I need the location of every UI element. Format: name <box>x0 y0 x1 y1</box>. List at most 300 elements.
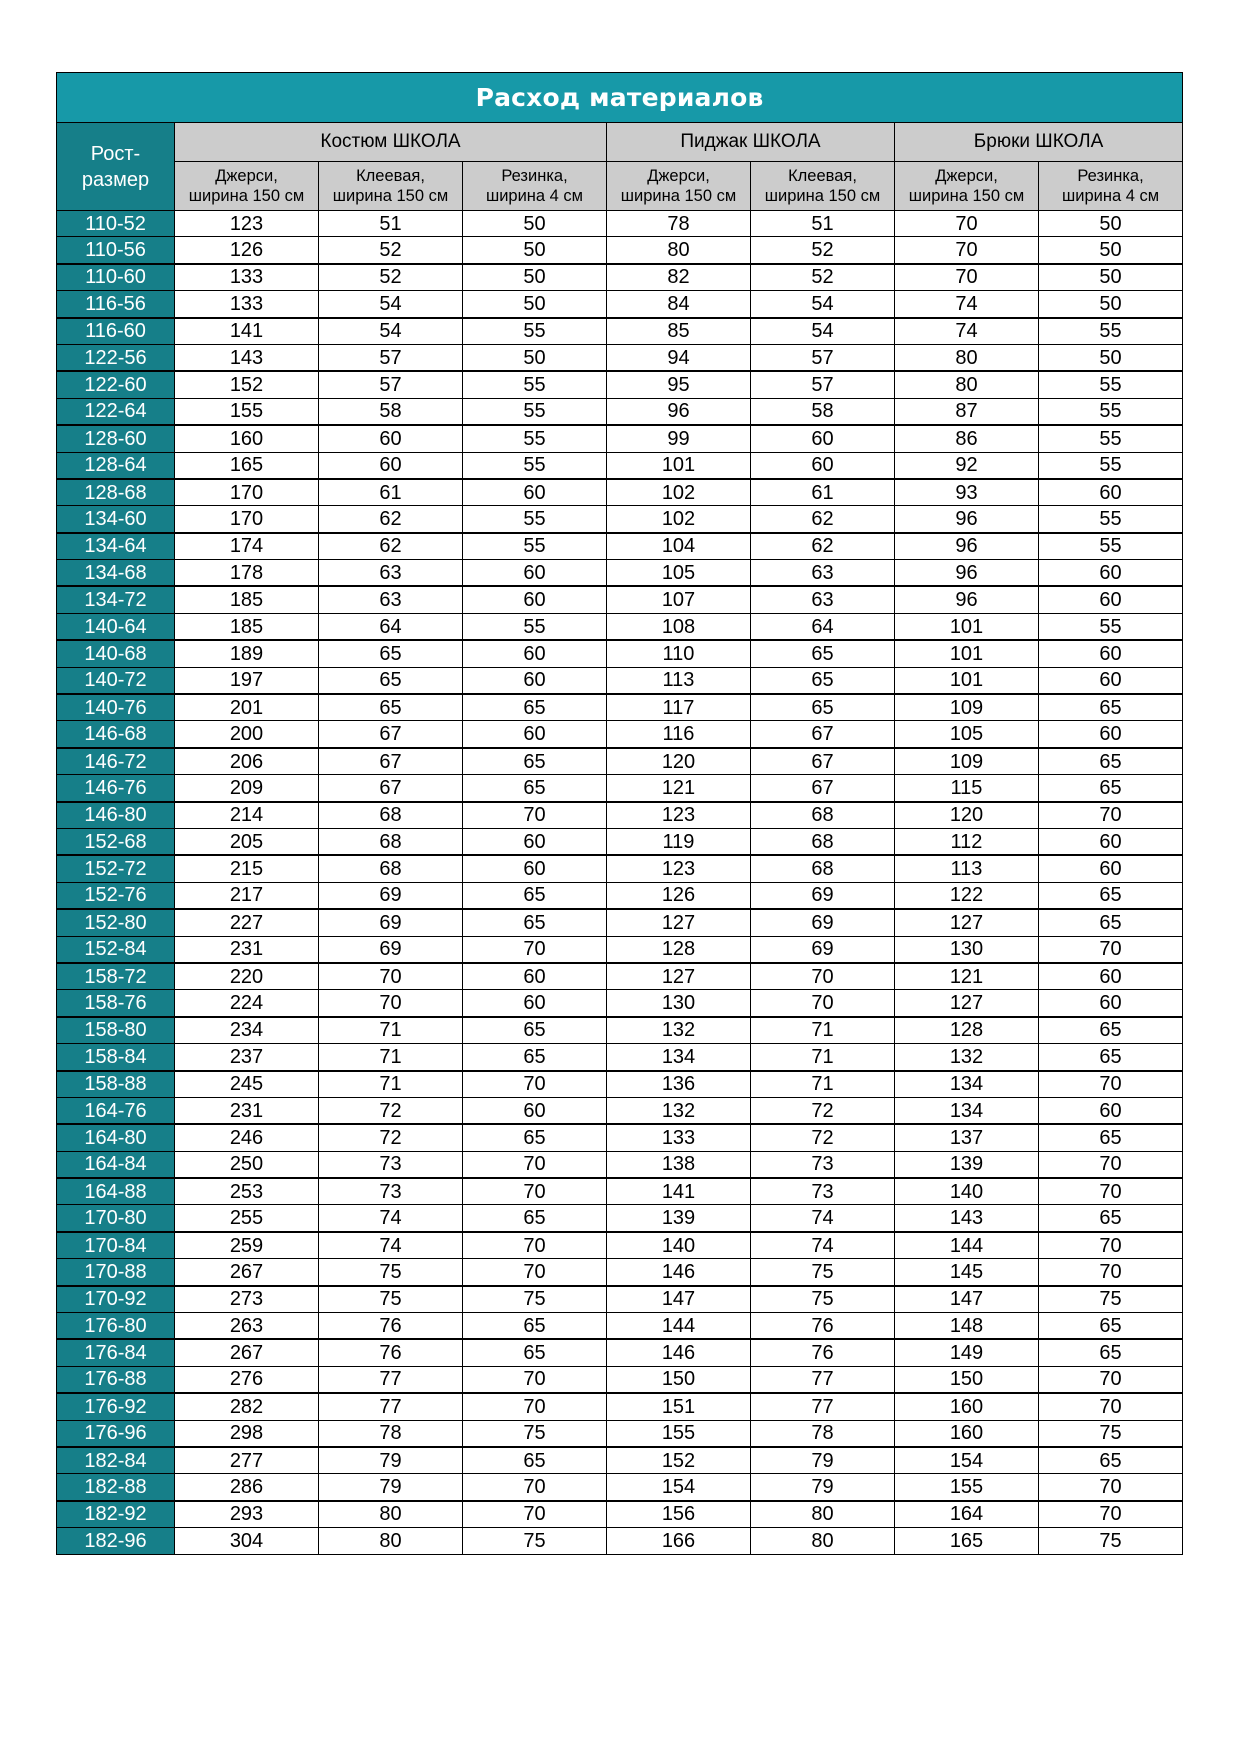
kostyum-elastic-cell: 50 <box>463 344 607 371</box>
bryuki-jersey-cell: 115 <box>895 775 1039 802</box>
kostyum-jersey-cell: 293 <box>175 1501 319 1528</box>
kostyum-elastic-cell: 70 <box>463 1366 607 1393</box>
bryuki-elastic-cell: 55 <box>1039 398 1183 425</box>
kostyum-interfacing-cell: 78 <box>319 1420 463 1447</box>
table-row <box>57 560 1183 587</box>
pidzhak-interfacing-cell: 68 <box>751 855 895 882</box>
bryuki-elastic-cell: 65 <box>1039 775 1183 802</box>
bryuki-elastic-cell: 60 <box>1039 1097 1183 1124</box>
kostyum-jersey-cell: 286 <box>175 1474 319 1501</box>
bryuki-jersey-cell: 139 <box>895 1151 1039 1178</box>
kostyum-interfacing-cell: 69 <box>319 882 463 909</box>
pidzhak-jersey-cell: 154 <box>607 1474 751 1501</box>
sub-header-line1: Джерси, <box>647 167 710 185</box>
table-row <box>57 990 1183 1017</box>
materials-sheet <box>56 72 1183 1555</box>
pidzhak-jersey-cell: 94 <box>607 344 751 371</box>
pidzhak-interfacing-cell: 67 <box>751 775 895 802</box>
bryuki-jersey-cell: 155 <box>895 1474 1039 1501</box>
size-cell: 146-72 <box>57 748 175 775</box>
pidzhak-interfacing-cell: 54 <box>751 291 895 318</box>
kostyum-elastic-cell: 70 <box>463 936 607 963</box>
pidzhak-interfacing-cell: 80 <box>751 1528 895 1554</box>
size-cell: 170-92 <box>57 1286 175 1313</box>
pidzhak-jersey-cell: 136 <box>607 1071 751 1098</box>
pidzhak-jersey-cell: 84 <box>607 291 751 318</box>
pidzhak-interfacing-cell: 72 <box>751 1124 895 1151</box>
title-row <box>57 73 1183 123</box>
bryuki-jersey-cell: 154 <box>895 1447 1039 1474</box>
bryuki-elastic-cell: 50 <box>1039 291 1183 318</box>
size-cell: 152-84 <box>57 936 175 963</box>
table-row <box>57 425 1183 452</box>
pidzhak-interfacing-cell: 73 <box>751 1151 895 1178</box>
table-row <box>57 1044 1183 1071</box>
kostyum-jersey-cell: 231 <box>175 1097 319 1124</box>
kostyum-elastic-cell: 65 <box>463 909 607 936</box>
table-row <box>57 1205 1183 1232</box>
bryuki-jersey-cell: 80 <box>895 344 1039 371</box>
pidzhak-jersey-cell: 99 <box>607 425 751 452</box>
table-title: Расход материалов <box>57 73 1183 123</box>
table-row <box>57 1501 1183 1528</box>
bryuki-jersey-cell: 148 <box>895 1313 1039 1340</box>
pidzhak-jersey-cell: 80 <box>607 237 751 264</box>
bryuki-jersey-cell: 80 <box>895 371 1039 398</box>
size-cell: 182-92 <box>57 1501 175 1528</box>
kostyum-interfacing-cell: 71 <box>319 1071 463 1098</box>
sub-header-line2: ширина 150 см <box>332 187 449 205</box>
bryuki-jersey-cell: 74 <box>895 318 1039 345</box>
pidzhak-interfacing-cell: 65 <box>751 640 895 667</box>
pidzhak-jersey-cell: 132 <box>607 1017 751 1044</box>
table-row <box>57 371 1183 398</box>
size-header-line2: размер <box>81 168 150 191</box>
kostyum-elastic-cell: 60 <box>463 640 607 667</box>
kostyum-jersey-cell: 277 <box>175 1447 319 1474</box>
bryuki-elastic-cell: 65 <box>1039 1339 1183 1366</box>
pidzhak-interfacing-cell: 67 <box>751 748 895 775</box>
sub-header-line2: ширина 150 см <box>764 187 881 205</box>
table-row <box>57 1313 1183 1340</box>
table-row <box>57 237 1183 264</box>
table-row <box>57 613 1183 640</box>
size-cell: 158-84 <box>57 1044 175 1071</box>
kostyum-jersey-cell: 133 <box>175 291 319 318</box>
kostyum-jersey-cell: 267 <box>175 1259 319 1286</box>
kostyum-jersey-cell: 227 <box>175 909 319 936</box>
bryuki-elastic-cell: 75 <box>1039 1420 1183 1447</box>
bryuki-jersey-cell: 96 <box>895 560 1039 587</box>
pidzhak-interfacing-cell: 72 <box>751 1097 895 1124</box>
pidzhak-interfacing-cell: 60 <box>751 452 895 479</box>
kostyum-elastic-cell: 55 <box>463 533 607 560</box>
size-cell: 176-80 <box>57 1313 175 1340</box>
bryuki-jersey-cell: 112 <box>895 828 1039 855</box>
kostyum-jersey-cell: 200 <box>175 721 319 748</box>
table-row <box>57 533 1183 560</box>
bryuki-jersey-cell: 122 <box>895 882 1039 909</box>
bryuki-jersey-cell: 145 <box>895 1259 1039 1286</box>
kostyum-elastic-cell: 65 <box>463 1447 607 1474</box>
table-row <box>57 506 1183 533</box>
bryuki-jersey-cell: 130 <box>895 936 1039 963</box>
kostyum-jersey-cell: 234 <box>175 1017 319 1044</box>
pidzhak-interfacing-cell: 62 <box>751 506 895 533</box>
bryuki-jersey-cell: 137 <box>895 1124 1039 1151</box>
bryuki-elastic-cell: 75 <box>1039 1528 1183 1554</box>
pidzhak-interfacing-cell: 68 <box>751 802 895 829</box>
kostyum-jersey-cell: 189 <box>175 640 319 667</box>
table-row <box>57 211 1183 237</box>
kostyum-elastic-cell: 55 <box>463 398 607 425</box>
size-cell: 122-64 <box>57 398 175 425</box>
pidzhak-jersey-cell: 134 <box>607 1044 751 1071</box>
table-row <box>57 1071 1183 1098</box>
pidzhak-jersey-cell: 101 <box>607 452 751 479</box>
kostyum-jersey-cell: 267 <box>175 1339 319 1366</box>
kostyum-jersey-cell: 237 <box>175 1044 319 1071</box>
kostyum-interfacing-cell: 60 <box>319 425 463 452</box>
pidzhak-interfacing-cell: 79 <box>751 1447 895 1474</box>
kostyum-interfacing-cell: 67 <box>319 775 463 802</box>
bryuki-elastic-cell: 70 <box>1039 1151 1183 1178</box>
sub-header-line2: ширина 150 см <box>188 187 305 205</box>
bryuki-elastic-cell: 50 <box>1039 264 1183 291</box>
sub-header-pidzhak-interfacing <box>751 162 895 211</box>
pidzhak-jersey-cell: 156 <box>607 1501 751 1528</box>
pidzhak-jersey-cell: 133 <box>607 1124 751 1151</box>
table-row <box>57 1447 1183 1474</box>
kostyum-jersey-cell: 185 <box>175 613 319 640</box>
kostyum-interfacing-cell: 67 <box>319 748 463 775</box>
bryuki-elastic-cell: 65 <box>1039 1313 1183 1340</box>
pidzhak-jersey-cell: 146 <box>607 1339 751 1366</box>
pidzhak-jersey-cell: 96 <box>607 398 751 425</box>
kostyum-jersey-cell: 298 <box>175 1420 319 1447</box>
size-cell: 134-68 <box>57 560 175 587</box>
kostyum-interfacing-cell: 79 <box>319 1447 463 1474</box>
pidzhak-jersey-cell: 102 <box>607 479 751 506</box>
pidzhak-jersey-cell: 116 <box>607 721 751 748</box>
kostyum-elastic-cell: 55 <box>463 425 607 452</box>
sub-header-kostyum-elastic <box>463 162 607 211</box>
bryuki-elastic-cell: 75 <box>1039 1286 1183 1313</box>
kostyum-elastic-cell: 75 <box>463 1528 607 1554</box>
table-row <box>57 1124 1183 1151</box>
pidzhak-interfacing-cell: 65 <box>751 694 895 721</box>
sub-header-line1: Клеевая, <box>356 167 425 185</box>
pidzhak-jersey-cell: 132 <box>607 1097 751 1124</box>
bryuki-jersey-cell: 87 <box>895 398 1039 425</box>
pidzhak-jersey-cell: 123 <box>607 855 751 882</box>
table-body <box>57 211 1183 1555</box>
size-cell: 146-80 <box>57 802 175 829</box>
sub-header-kostyum-interfacing <box>319 162 463 211</box>
pidzhak-jersey-cell: 130 <box>607 990 751 1017</box>
pidzhak-jersey-cell: 147 <box>607 1286 751 1313</box>
pidzhak-jersey-cell: 107 <box>607 586 751 613</box>
pidzhak-interfacing-cell: 54 <box>751 318 895 345</box>
bryuki-elastic-cell: 70 <box>1039 1393 1183 1420</box>
bryuki-jersey-cell: 127 <box>895 990 1039 1017</box>
kostyum-interfacing-cell: 52 <box>319 237 463 264</box>
kostyum-interfacing-cell: 54 <box>319 291 463 318</box>
table-row <box>57 1286 1183 1313</box>
kostyum-jersey-cell: 205 <box>175 828 319 855</box>
kostyum-elastic-cell: 55 <box>463 452 607 479</box>
table-row <box>57 802 1183 829</box>
bryuki-jersey-cell: 113 <box>895 855 1039 882</box>
kostyum-jersey-cell: 217 <box>175 882 319 909</box>
bryuki-jersey-cell: 164 <box>895 1501 1039 1528</box>
kostyum-interfacing-cell: 73 <box>319 1151 463 1178</box>
kostyum-jersey-cell: 165 <box>175 452 319 479</box>
kostyum-jersey-cell: 209 <box>175 775 319 802</box>
size-cell: 170-84 <box>57 1232 175 1259</box>
sub-header-line1: Джерси, <box>215 167 278 185</box>
table-row <box>57 694 1183 721</box>
kostyum-interfacing-cell: 68 <box>319 828 463 855</box>
table-row <box>57 1528 1183 1554</box>
pidzhak-interfacing-cell: 61 <box>751 479 895 506</box>
kostyum-interfacing-cell: 74 <box>319 1232 463 1259</box>
kostyum-jersey-cell: 123 <box>175 211 319 237</box>
pidzhak-jersey-cell: 117 <box>607 694 751 721</box>
bryuki-elastic-cell: 60 <box>1039 640 1183 667</box>
kostyum-jersey-cell: 185 <box>175 586 319 613</box>
pidzhak-interfacing-cell: 75 <box>751 1259 895 1286</box>
bryuki-jersey-cell: 121 <box>895 963 1039 990</box>
bryuki-elastic-cell: 60 <box>1039 990 1183 1017</box>
pidzhak-jersey-cell: 127 <box>607 909 751 936</box>
kostyum-jersey-cell: 143 <box>175 344 319 371</box>
pidzhak-interfacing-cell: 71 <box>751 1071 895 1098</box>
kostyum-elastic-cell: 65 <box>463 694 607 721</box>
bryuki-elastic-cell: 55 <box>1039 613 1183 640</box>
bryuki-elastic-cell: 70 <box>1039 1366 1183 1393</box>
pidzhak-interfacing-cell: 77 <box>751 1393 895 1420</box>
size-cell: 182-84 <box>57 1447 175 1474</box>
kostyum-interfacing-cell: 61 <box>319 479 463 506</box>
group-header-pidzhak: Пиджак ШКОЛА <box>607 123 895 162</box>
size-cell: 128-60 <box>57 425 175 452</box>
kostyum-elastic-cell: 60 <box>463 560 607 587</box>
kostyum-elastic-cell: 65 <box>463 748 607 775</box>
size-cell: 176-84 <box>57 1339 175 1366</box>
kostyum-interfacing-cell: 54 <box>319 318 463 345</box>
bryuki-jersey-cell: 165 <box>895 1528 1039 1554</box>
bryuki-elastic-cell: 70 <box>1039 1259 1183 1286</box>
kostyum-elastic-cell: 65 <box>463 1339 607 1366</box>
sub-header-line1: Резинка, <box>501 167 568 185</box>
bryuki-jersey-cell: 134 <box>895 1071 1039 1098</box>
kostyum-elastic-cell: 60 <box>463 1097 607 1124</box>
kostyum-elastic-cell: 55 <box>463 613 607 640</box>
kostyum-elastic-cell: 70 <box>463 1071 607 1098</box>
kostyum-elastic-cell: 75 <box>463 1420 607 1447</box>
sub-header-line2: ширина 4 см <box>485 187 584 205</box>
bryuki-elastic-cell: 70 <box>1039 1501 1183 1528</box>
pidzhak-interfacing-cell: 65 <box>751 667 895 694</box>
kostyum-interfacing-cell: 60 <box>319 452 463 479</box>
bryuki-elastic-cell: 70 <box>1039 802 1183 829</box>
kostyum-jersey-cell: 160 <box>175 425 319 452</box>
bryuki-jersey-cell: 86 <box>895 425 1039 452</box>
kostyum-jersey-cell: 152 <box>175 371 319 398</box>
pidzhak-interfacing-cell: 76 <box>751 1313 895 1340</box>
table-row <box>57 1474 1183 1501</box>
pidzhak-jersey-cell: 102 <box>607 506 751 533</box>
kostyum-elastic-cell: 60 <box>463 479 607 506</box>
kostyum-jersey-cell: 273 <box>175 1286 319 1313</box>
size-cell: 152-68 <box>57 828 175 855</box>
sub-header-line1: Джерси, <box>935 167 998 185</box>
kostyum-jersey-cell: 220 <box>175 963 319 990</box>
pidzhak-interfacing-cell: 58 <box>751 398 895 425</box>
pidzhak-jersey-cell: 121 <box>607 775 751 802</box>
kostyum-elastic-cell: 70 <box>463 1474 607 1501</box>
bryuki-jersey-cell: 160 <box>895 1393 1039 1420</box>
table-row <box>57 586 1183 613</box>
bryuki-elastic-cell: 50 <box>1039 211 1183 237</box>
size-cell: 110-60 <box>57 264 175 291</box>
size-cell: 164-88 <box>57 1178 175 1205</box>
sub-header-line2: ширина 150 см <box>908 187 1025 205</box>
bryuki-elastic-cell: 65 <box>1039 882 1183 909</box>
pidzhak-interfacing-cell: 52 <box>751 264 895 291</box>
table-row <box>57 775 1183 802</box>
kostyum-elastic-cell: 70 <box>463 1393 607 1420</box>
kostyum-jersey-cell: 178 <box>175 560 319 587</box>
pidzhak-jersey-cell: 127 <box>607 963 751 990</box>
table-row <box>57 748 1183 775</box>
bryuki-elastic-cell: 65 <box>1039 1124 1183 1151</box>
bryuki-elastic-cell: 65 <box>1039 1044 1183 1071</box>
kostyum-interfacing-cell: 70 <box>319 990 463 1017</box>
kostyum-elastic-cell: 70 <box>463 802 607 829</box>
kostyum-interfacing-cell: 52 <box>319 264 463 291</box>
size-column-header <box>57 123 175 211</box>
pidzhak-jersey-cell: 123 <box>607 802 751 829</box>
kostyum-jersey-cell: 276 <box>175 1366 319 1393</box>
bryuki-elastic-cell: 60 <box>1039 828 1183 855</box>
kostyum-elastic-cell: 70 <box>463 1151 607 1178</box>
table-row <box>57 344 1183 371</box>
pidzhak-interfacing-cell: 74 <box>751 1232 895 1259</box>
pidzhak-interfacing-cell: 68 <box>751 828 895 855</box>
size-cell: 152-80 <box>57 909 175 936</box>
bryuki-jersey-cell: 96 <box>895 533 1039 560</box>
pidzhak-jersey-cell: 138 <box>607 1151 751 1178</box>
kostyum-elastic-cell: 65 <box>463 775 607 802</box>
pidzhak-interfacing-cell: 71 <box>751 1044 895 1071</box>
kostyum-interfacing-cell: 68 <box>319 855 463 882</box>
kostyum-jersey-cell: 255 <box>175 1205 319 1232</box>
kostyum-elastic-cell: 75 <box>463 1286 607 1313</box>
kostyum-interfacing-cell: 63 <box>319 560 463 587</box>
pidzhak-jersey-cell: 152 <box>607 1447 751 1474</box>
size-cell: 116-56 <box>57 291 175 318</box>
pidzhak-interfacing-cell: 57 <box>751 344 895 371</box>
bryuki-jersey-cell: 120 <box>895 802 1039 829</box>
pidzhak-jersey-cell: 104 <box>607 533 751 560</box>
kostyum-interfacing-cell: 72 <box>319 1097 463 1124</box>
bryuki-elastic-cell: 60 <box>1039 855 1183 882</box>
bryuki-jersey-cell: 92 <box>895 452 1039 479</box>
kostyum-elastic-cell: 65 <box>463 1313 607 1340</box>
bryuki-jersey-cell: 96 <box>895 586 1039 613</box>
table-row <box>57 1151 1183 1178</box>
table-row <box>57 1259 1183 1286</box>
pidzhak-jersey-cell: 105 <box>607 560 751 587</box>
bryuki-elastic-cell: 70 <box>1039 1178 1183 1205</box>
sub-header-line2: ширина 150 см <box>620 187 737 205</box>
pidzhak-interfacing-cell: 80 <box>751 1501 895 1528</box>
table-row <box>57 264 1183 291</box>
kostyum-elastic-cell: 50 <box>463 264 607 291</box>
kostyum-jersey-cell: 304 <box>175 1528 319 1554</box>
pidzhak-interfacing-cell: 52 <box>751 237 895 264</box>
kostyum-jersey-cell: 224 <box>175 990 319 1017</box>
bryuki-elastic-cell: 65 <box>1039 1447 1183 1474</box>
pidzhak-jersey-cell: 144 <box>607 1313 751 1340</box>
table-row <box>57 640 1183 667</box>
bryuki-elastic-cell: 60 <box>1039 479 1183 506</box>
table-row <box>57 452 1183 479</box>
bryuki-elastic-cell: 70 <box>1039 936 1183 963</box>
bryuki-elastic-cell: 65 <box>1039 1017 1183 1044</box>
kostyum-elastic-cell: 70 <box>463 1259 607 1286</box>
pidzhak-interfacing-cell: 74 <box>751 1205 895 1232</box>
size-cell: 122-56 <box>57 344 175 371</box>
kostyum-elastic-cell: 60 <box>463 828 607 855</box>
bryuki-elastic-cell: 50 <box>1039 237 1183 264</box>
kostyum-elastic-cell: 60 <box>463 990 607 1017</box>
pidzhak-interfacing-cell: 71 <box>751 1017 895 1044</box>
kostyum-jersey-cell: 250 <box>175 1151 319 1178</box>
pidzhak-jersey-cell: 139 <box>607 1205 751 1232</box>
kostyum-interfacing-cell: 79 <box>319 1474 463 1501</box>
size-cell: 158-88 <box>57 1071 175 1098</box>
table-row <box>57 1339 1183 1366</box>
bryuki-jersey-cell: 127 <box>895 909 1039 936</box>
size-cell: 176-88 <box>57 1366 175 1393</box>
pidzhak-interfacing-cell: 60 <box>751 425 895 452</box>
bryuki-elastic-cell: 55 <box>1039 371 1183 398</box>
kostyum-elastic-cell: 60 <box>463 963 607 990</box>
bryuki-jersey-cell: 144 <box>895 1232 1039 1259</box>
kostyum-elastic-cell: 60 <box>463 855 607 882</box>
size-cell: 122-60 <box>57 371 175 398</box>
pidzhak-interfacing-cell: 79 <box>751 1474 895 1501</box>
kostyum-jersey-cell: 126 <box>175 237 319 264</box>
size-cell: 146-68 <box>57 721 175 748</box>
pidzhak-jersey-cell: 110 <box>607 640 751 667</box>
pidzhak-interfacing-cell: 69 <box>751 936 895 963</box>
kostyum-interfacing-cell: 71 <box>319 1017 463 1044</box>
size-cell: 158-72 <box>57 963 175 990</box>
table-row <box>57 291 1183 318</box>
pidzhak-interfacing-cell: 62 <box>751 533 895 560</box>
size-cell: 152-72 <box>57 855 175 882</box>
size-cell: 116-60 <box>57 318 175 345</box>
kostyum-elastic-cell: 50 <box>463 237 607 264</box>
pidzhak-jersey-cell: 113 <box>607 667 751 694</box>
bryuki-jersey-cell: 134 <box>895 1097 1039 1124</box>
kostyum-jersey-cell: 231 <box>175 936 319 963</box>
bryuki-jersey-cell: 93 <box>895 479 1039 506</box>
